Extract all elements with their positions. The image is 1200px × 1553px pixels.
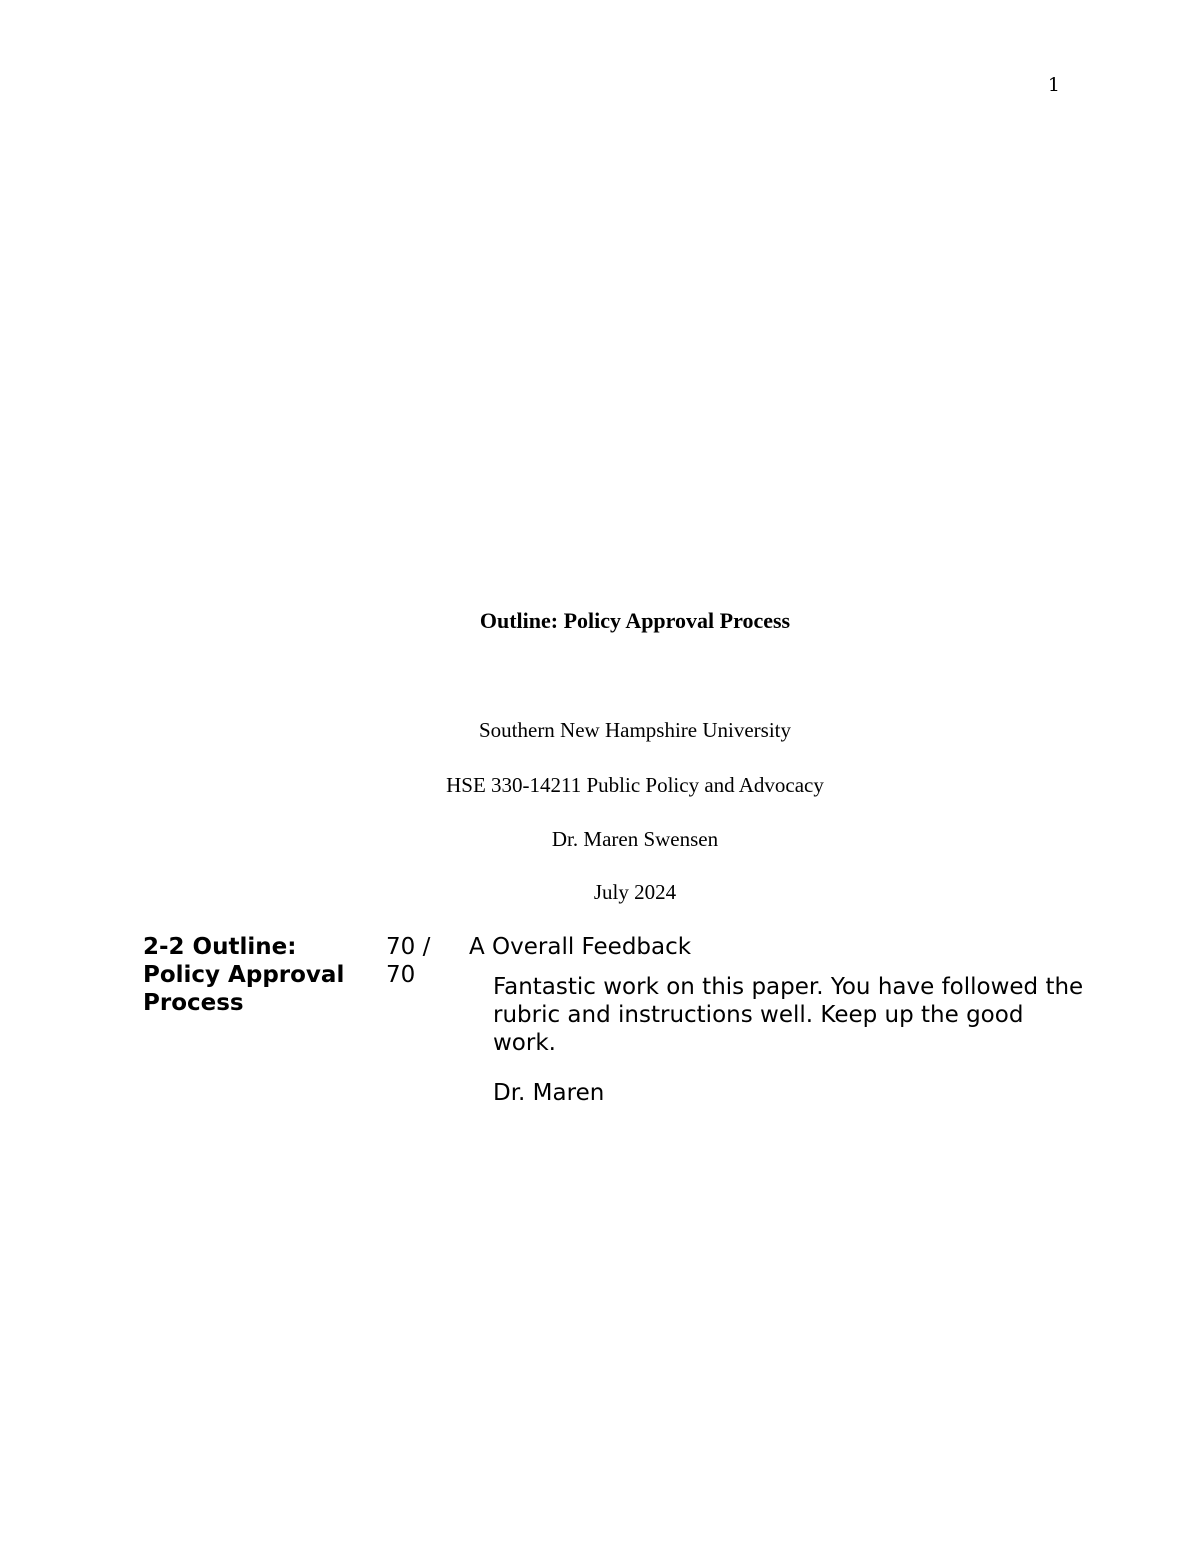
feedback-section <box>469 933 1089 1107</box>
feedback-signature: Dr. Maren <box>493 1080 605 1106</box>
score <box>386 933 446 989</box>
document-title: Outline: Policy Approval Process <box>479 608 791 633</box>
institution-name: Southern New Hampshire University <box>478 718 792 742</box>
assignment-name: 2-2 Outline: Policy Approval Process <box>143 934 345 1016</box>
feedback-heading: A Overall Feedback <box>469 934 692 960</box>
score-total: 70 <box>386 962 416 988</box>
instructor-name: Dr. Maren Swensen <box>551 827 719 851</box>
page-number: 1 <box>1047 74 1060 96</box>
course-name: HSE 330-14211 Public Policy and Advocacy <box>446 773 824 797</box>
submission-date: July 2024 <box>593 880 677 904</box>
feedback-text: Fantastic work on this paper. You have followed the rubric and instructions well. Keep up the good work. <box>493 974 1084 1056</box>
score-earned: 70 / <box>386 934 431 960</box>
